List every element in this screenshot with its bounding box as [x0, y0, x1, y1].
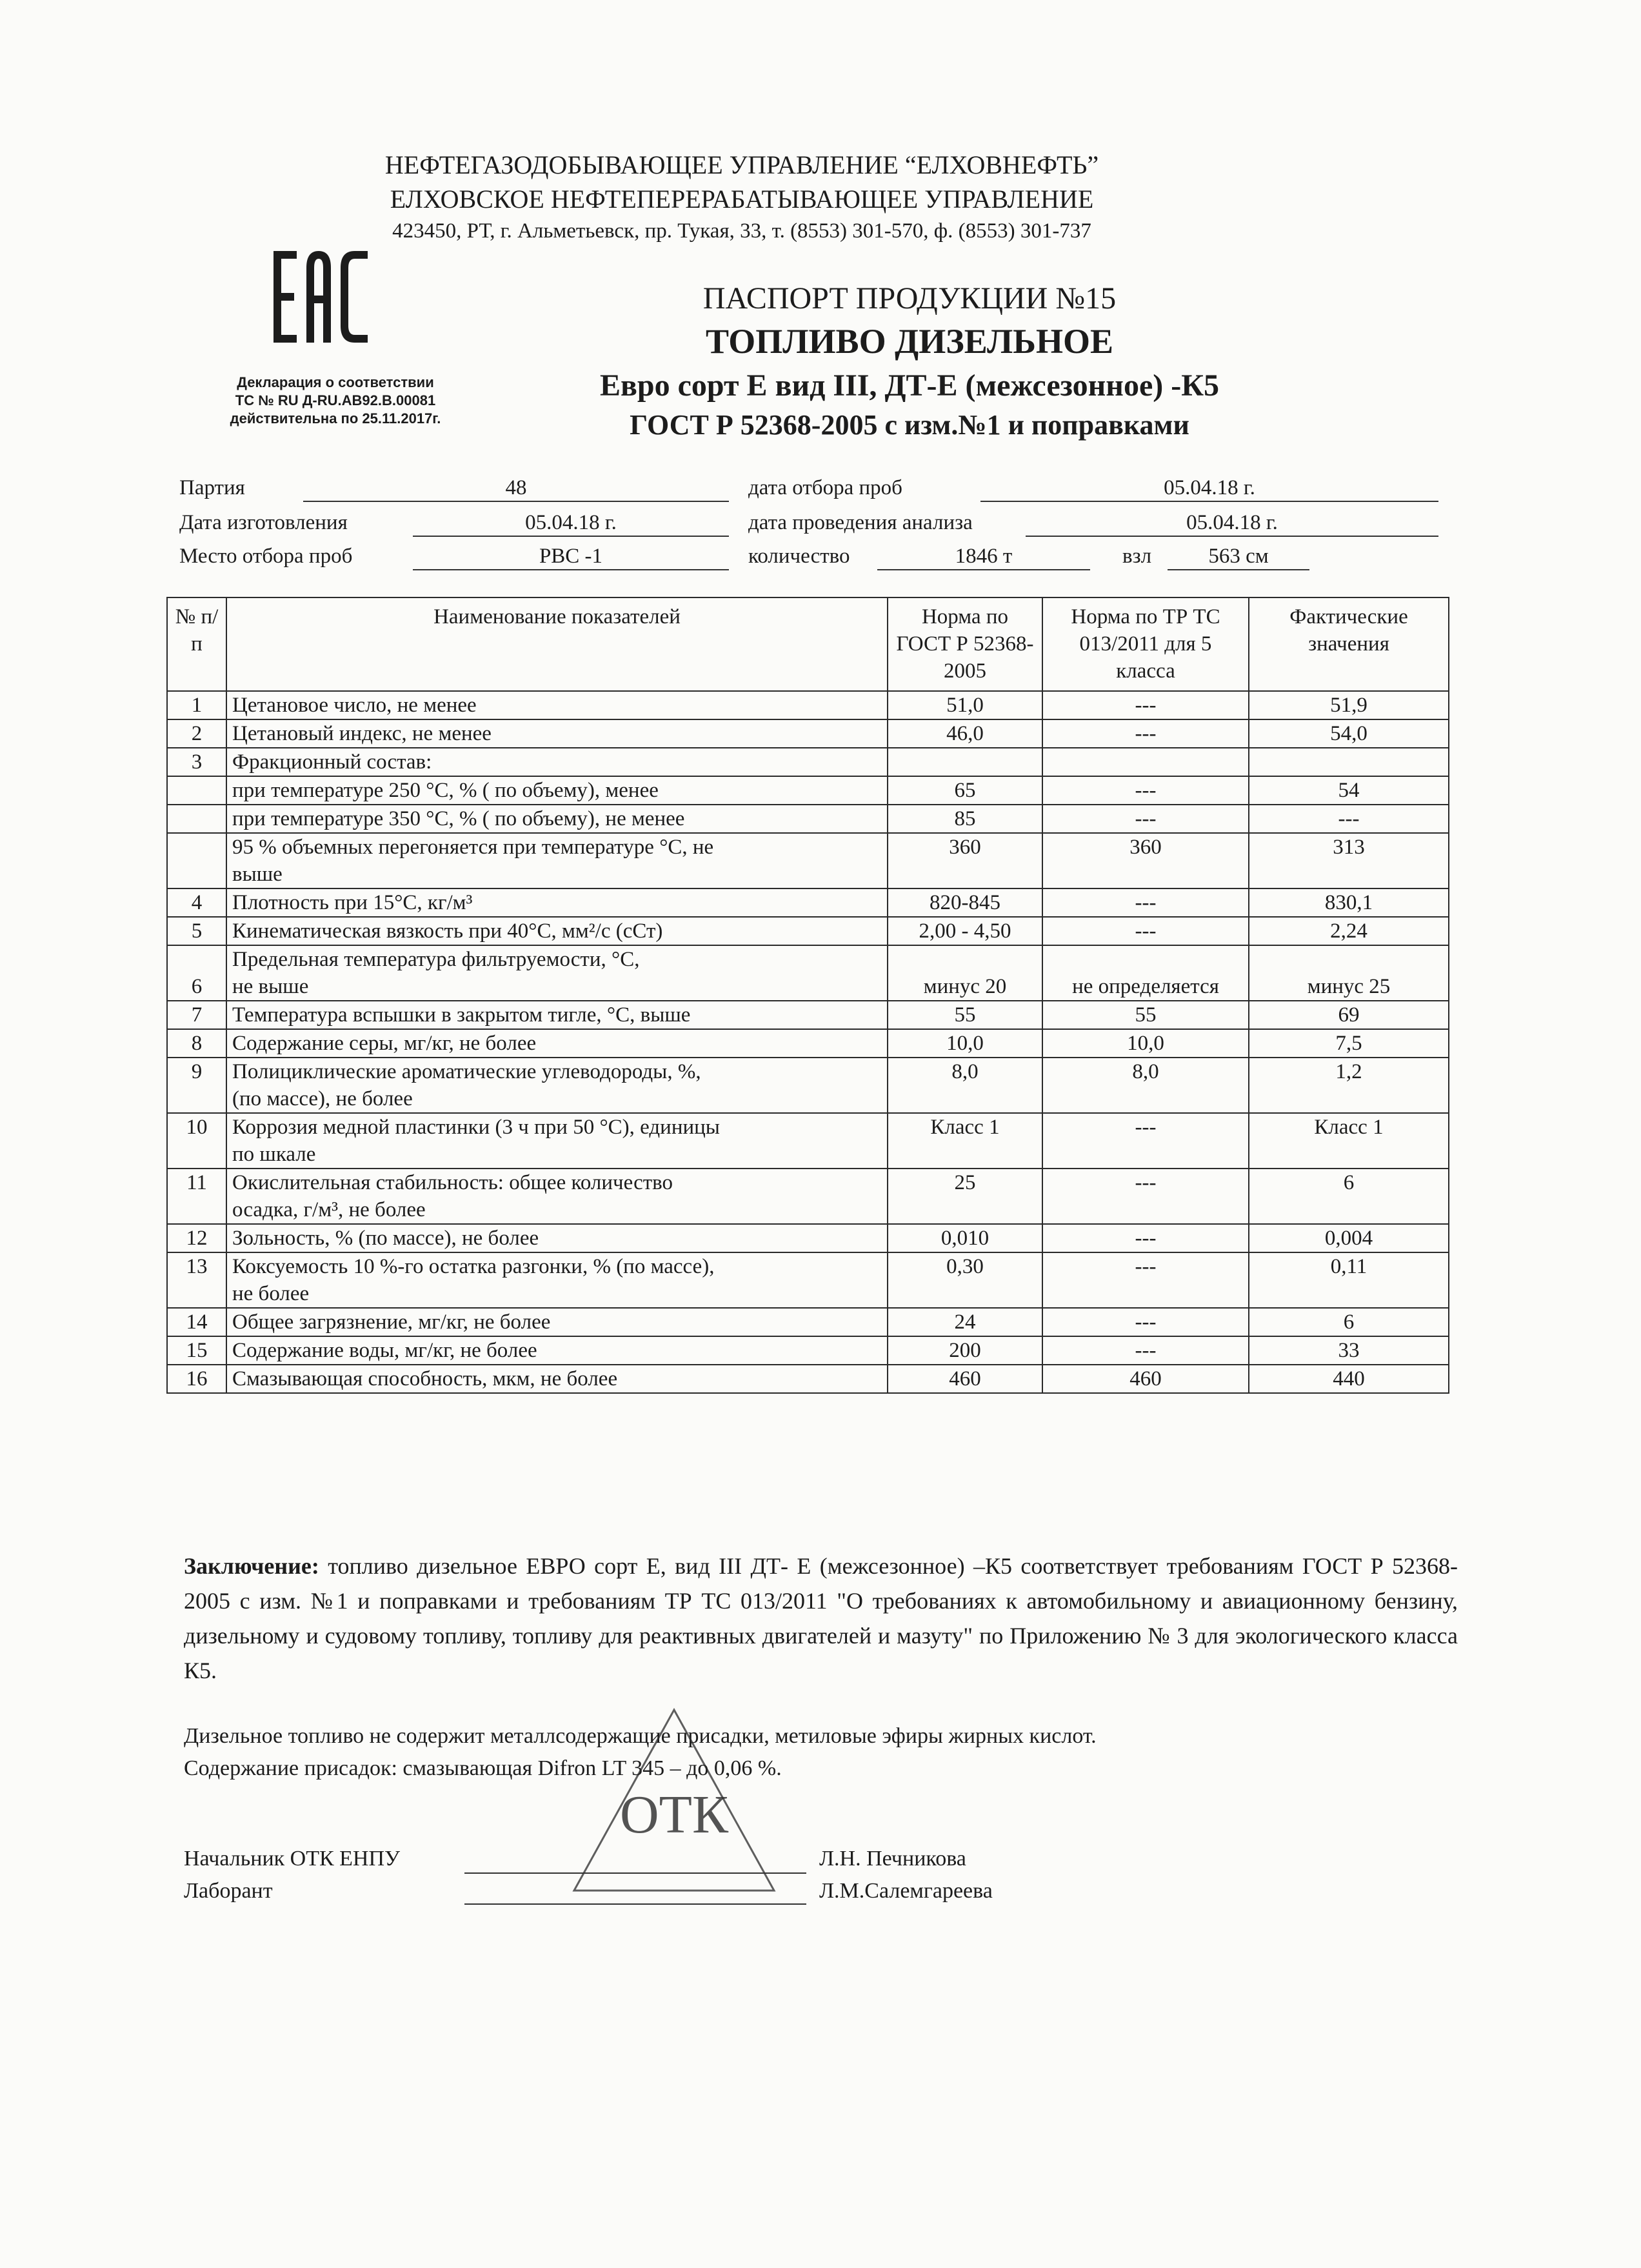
row-indicator-name-line: Кинематическая вязкость при 40°С, мм²/с (сСт)	[232, 919, 663, 943]
mfg-date-label: Дата изготовления	[179, 511, 348, 534]
row-trts-norm: ---	[1042, 917, 1249, 945]
row-trts-norm: 360	[1042, 833, 1249, 888]
product-title: ТОПЛИВО ДИЗЕЛЬНОЕ	[706, 322, 1113, 361]
conclusion-text: топливо дизельное ЕВРО сорт Е, вид III ДТ- Е (межсезонное) –К5 соответствует требованиям ГОСТ Р 52368-2005 с изм. №1 и поправками и требованиям ТР ТС 013/2011 "О требованиях к автомобильному и авиационному бензину, дизельному и судовому топливу, топливу для реактивных двигателей и мазуту" по Приложению № 3 для экологического класса К5.	[184, 1553, 1458, 1683]
declaration-line-2: ТС № RU Д-RU.АВ92.В.00081	[235, 392, 436, 408]
vzl-value: 563 см	[1168, 543, 1309, 570]
row-actual-value: 0,004	[1249, 1224, 1449, 1252]
table-row	[167, 748, 1449, 776]
row-gost-norm: 200	[888, 1336, 1042, 1365]
row-indicator-name	[226, 1029, 888, 1058]
header-trts: Норма по ТР ТС 013/2011 для 5 класса	[1042, 597, 1249, 691]
vzl-label: взл	[1122, 545, 1152, 568]
row-gost-norm: 65	[888, 776, 1042, 805]
row-actual-value: 69	[1249, 1001, 1449, 1029]
table-row	[167, 1058, 1449, 1113]
row-gost-norm: 46,0	[888, 719, 1042, 748]
row-number	[167, 805, 226, 833]
place-label: Место отбора проб	[179, 545, 353, 568]
row-indicator-name	[226, 748, 888, 776]
table-row	[167, 1113, 1449, 1169]
row-trts-norm: ---	[1042, 805, 1249, 833]
declaration-line-3: действительна по 25.11.2017г.	[230, 410, 441, 427]
row-indicator-name-line: не более	[232, 1282, 310, 1305]
table-row	[167, 805, 1449, 833]
row-gost-norm: 820-845	[888, 888, 1042, 917]
head-signature-line	[464, 1872, 806, 1874]
quantity-value: 1846 т	[877, 543, 1090, 570]
row-number: 8	[167, 1029, 226, 1058]
row-trts-norm: ---	[1042, 1113, 1249, 1169]
laborant-name: Л.М.Салемгареева	[819, 1879, 993, 1903]
row-indicator-name	[226, 719, 888, 748]
mfg-date-value: 05.04.18 г.	[413, 510, 729, 537]
row-trts-norm: ---	[1042, 1169, 1249, 1224]
head-otk-label: Начальник ОТК ЕНПУ	[184, 1847, 401, 1871]
row-indicator-name-line: выше	[232, 863, 283, 886]
row-actual-value: Класс 1	[1249, 1113, 1449, 1169]
batch-value: 48	[303, 475, 729, 502]
row-gost-norm: 0,30	[888, 1252, 1042, 1308]
row-number: 9	[167, 1058, 226, 1113]
row-gost-norm: 85	[888, 805, 1042, 833]
table-row	[167, 833, 1449, 888]
row-actual-value: 33	[1249, 1336, 1449, 1365]
header-name: Наименование показателей	[226, 597, 888, 691]
row-number: 10	[167, 1113, 226, 1169]
row-indicator-name	[226, 917, 888, 945]
row-indicator-name	[226, 1058, 888, 1113]
row-indicator-name-line: Содержание серы, мг/кг, не более	[232, 1032, 537, 1055]
row-number	[167, 776, 226, 805]
row-indicator-name-line: Окислительная стабильность: общее количество	[232, 1171, 673, 1194]
row-trts-norm: ---	[1042, 776, 1249, 805]
row-gost-norm: 55	[888, 1001, 1042, 1029]
org-name-line: НЕФТЕГАЗОДОБЫВАЮЩЕЕ УПРАВЛЕНИЕ “ЕЛХОВНЕФТЬ”	[384, 150, 1099, 179]
header-num: № п/п	[167, 597, 226, 691]
row-indicator-name	[226, 776, 888, 805]
sample-date-label: дата отбора проб	[748, 476, 902, 499]
row-number: 7	[167, 1001, 226, 1029]
row-number: 1	[167, 691, 226, 719]
analysis-date-value: 05.04.18 г.	[1026, 510, 1438, 537]
additives-note: Дизельное топливо не содержит металлсодержащие присадки, метиловые эфиры жирных кислот.	[184, 1724, 1097, 1748]
row-indicator-name-line: Смазывающая способность, мкм, не более	[232, 1367, 618, 1390]
row-gost-norm: 25	[888, 1169, 1042, 1224]
row-actual-value: 0,11	[1249, 1252, 1449, 1308]
table-row	[167, 888, 1449, 917]
table-row	[167, 691, 1449, 719]
row-indicator-name-line: Фракционный состав:	[232, 750, 432, 774]
place-value: РВС -1	[413, 543, 729, 570]
table-row	[167, 1308, 1449, 1336]
table-header-row	[167, 597, 1449, 691]
row-indicator-name-line: Температура вспышки в закрытом тигле, °С, выше	[232, 1003, 691, 1027]
row-actual-value: 6	[1249, 1308, 1449, 1336]
header-actual: Фактические значения	[1249, 597, 1449, 691]
row-gost-norm: 360	[888, 833, 1042, 888]
row-trts-norm: 55	[1042, 1001, 1249, 1029]
row-number: 13	[167, 1252, 226, 1308]
row-trts-norm: ---	[1042, 691, 1249, 719]
row-number: 4	[167, 888, 226, 917]
row-actual-value: минус 25	[1249, 945, 1449, 1001]
row-indicator-name	[226, 1001, 888, 1029]
row-indicator-name	[226, 833, 888, 888]
row-actual-value: ---	[1249, 805, 1449, 833]
row-actual-value: 51,9	[1249, 691, 1449, 719]
row-trts-norm: ---	[1042, 719, 1249, 748]
row-number: 14	[167, 1308, 226, 1336]
row-trts-norm: 10,0	[1042, 1029, 1249, 1058]
row-indicator-name-line: (по массе), не более	[232, 1087, 413, 1110]
row-indicator-name-line: Предельная температура фильтруемости, °С,	[232, 948, 640, 971]
row-trts-norm: ---	[1042, 1224, 1249, 1252]
passport-title: ПАСПОРТ ПРОДУКЦИИ №15	[702, 281, 1117, 316]
table-row	[167, 945, 1449, 1001]
row-actual-value: 2,24	[1249, 917, 1449, 945]
row-indicator-name-line: Цетановый индекс, не менее	[232, 722, 492, 745]
row-gost-norm: 460	[888, 1365, 1042, 1393]
row-indicator-name	[226, 888, 888, 917]
table-row	[167, 776, 1449, 805]
row-number: 16	[167, 1365, 226, 1393]
row-trts-norm: ---	[1042, 1252, 1249, 1308]
row-indicator-name-line: Коррозия медной пластинки (3 ч при 50 °С), единицы	[232, 1116, 720, 1139]
row-number: 3	[167, 748, 226, 776]
row-indicator-name	[226, 1113, 888, 1169]
row-indicator-name-line: Цетановое число, не менее	[232, 694, 477, 717]
row-indicator-name-line: осадка, г/м³, не более	[232, 1198, 426, 1221]
row-indicator-name	[226, 1365, 888, 1393]
row-indicator-name	[226, 805, 888, 833]
row-indicator-name	[226, 1308, 888, 1336]
row-gost-norm: Класс 1	[888, 1113, 1042, 1169]
row-actual-value: 7,5	[1249, 1029, 1449, 1058]
row-number: 11	[167, 1169, 226, 1224]
table-row	[167, 1001, 1449, 1029]
row-indicator-name-line: при температуре 250 °С, % ( по объему), менее	[232, 779, 659, 802]
row-indicator-name	[226, 691, 888, 719]
row-indicator-name-line: Коксуемость 10 %-го остатка разгонки, % (по массе),	[232, 1255, 715, 1278]
table-row	[167, 917, 1449, 945]
row-gost-norm: 51,0	[888, 691, 1042, 719]
row-indicator-name-line: при температуре 350 °С, % ( по объему), не менее	[232, 807, 685, 830]
laborant-signature-line	[464, 1903, 806, 1905]
row-gost-norm: 10,0	[888, 1029, 1042, 1058]
row-gost-norm: минус 20	[888, 945, 1042, 1001]
row-number: 5	[167, 917, 226, 945]
table-row	[167, 1029, 1449, 1058]
table-row	[167, 719, 1449, 748]
row-indicator-name-line: по шкале	[232, 1143, 316, 1166]
row-trts-norm: 8,0	[1042, 1058, 1249, 1113]
row-gost-norm: 8,0	[888, 1058, 1042, 1113]
row-indicator-name-line: Полициклические ароматические углеводороды, %,	[232, 1060, 701, 1083]
row-number: 15	[167, 1336, 226, 1365]
laborant-label: Лаборант	[184, 1879, 273, 1903]
conclusion	[184, 1549, 1458, 1688]
row-indicator-name-line: 95 % объемных перегоняется при температуре °С, не	[232, 836, 714, 859]
row-actual-value: 830,1	[1249, 888, 1449, 917]
row-actual-value: 440	[1249, 1365, 1449, 1393]
table-row	[167, 1224, 1449, 1252]
batch-label: Партия	[179, 476, 245, 499]
row-actual-value: 54	[1249, 776, 1449, 805]
additives-content: Содержание присадок: смазывающая Difron LT 345 – до 0,06 %.	[184, 1756, 782, 1780]
row-actual-value: 6	[1249, 1169, 1449, 1224]
stamp-text: ОТК	[620, 1785, 728, 1845]
declaration-line-1: Декларация о соответствии	[237, 374, 434, 390]
row-indicator-name	[226, 1169, 888, 1224]
table-row	[167, 1169, 1449, 1224]
row-indicator-name-line: Зольность, % (по массе), не более	[232, 1227, 539, 1250]
quantity-label: количество	[748, 545, 850, 568]
row-indicator-name	[226, 1224, 888, 1252]
eac-logo	[271, 248, 374, 345]
conclusion-label: Заключение:	[184, 1553, 319, 1579]
row-number: 2	[167, 719, 226, 748]
row-number: 12	[167, 1224, 226, 1252]
row-actual-value: 313	[1249, 833, 1449, 888]
row-trts-norm	[1042, 748, 1249, 776]
row-gost-norm: 0,010	[888, 1224, 1042, 1252]
row-gost-norm: 2,00 - 4,50	[888, 917, 1042, 945]
row-indicator-name-line: Содержание воды, мг/кг, не более	[232, 1339, 537, 1362]
row-indicator-name	[226, 1336, 888, 1365]
row-indicator-name-line: не выше	[232, 975, 309, 998]
row-actual-value: 54,0	[1249, 719, 1449, 748]
row-trts-norm: не определяется	[1042, 945, 1249, 1001]
product-standard: ГОСТ Р 52368-2005 с изм.№1 и поправками	[630, 409, 1189, 441]
row-trts-norm: ---	[1042, 1336, 1249, 1365]
indicators-table	[166, 597, 1449, 1394]
row-gost-norm: 24	[888, 1308, 1042, 1336]
row-number: 6	[167, 945, 226, 1001]
table-row	[167, 1336, 1449, 1365]
org-address-line: 423450, РТ, г. Альметьевск, пр. Тукая, 33, т. (8553) 301-570, ф. (8553) 301-737	[392, 219, 1091, 243]
table-row	[167, 1365, 1449, 1393]
analysis-date-label: дата проведения анализа	[748, 511, 973, 534]
row-gost-norm	[888, 748, 1042, 776]
header-gost: Норма по ГОСТ Р 52368-2005	[888, 597, 1042, 691]
row-indicator-name-line: Общее загрязнение, мг/кг, не более	[232, 1310, 551, 1334]
row-number	[167, 833, 226, 888]
row-actual-value: 1,2	[1249, 1058, 1449, 1113]
row-trts-norm: ---	[1042, 1308, 1249, 1336]
sample-date-value: 05.04.18 г.	[980, 475, 1438, 502]
row-indicator-name	[226, 945, 888, 1001]
row-indicator-name-line: Плотность при 15°С, кг/м³	[232, 891, 473, 914]
product-grade: Евро сорт Е вид III, ДТ-Е (межсезонное) -К5	[599, 368, 1220, 403]
row-actual-value	[1249, 748, 1449, 776]
otk-stamp	[568, 1703, 781, 1897]
row-indicator-name	[226, 1252, 888, 1308]
head-otk-name: Л.Н. Печникова	[819, 1847, 966, 1871]
org-subdivision-line: ЕЛХОВСКОЕ НЕФТЕПЕРЕРАБАТЫВАЮЩЕЕ УПРАВЛЕНИЕ	[390, 185, 1094, 214]
table-row	[167, 1252, 1449, 1308]
row-trts-norm: ---	[1042, 888, 1249, 917]
row-trts-norm: 460	[1042, 1365, 1249, 1393]
